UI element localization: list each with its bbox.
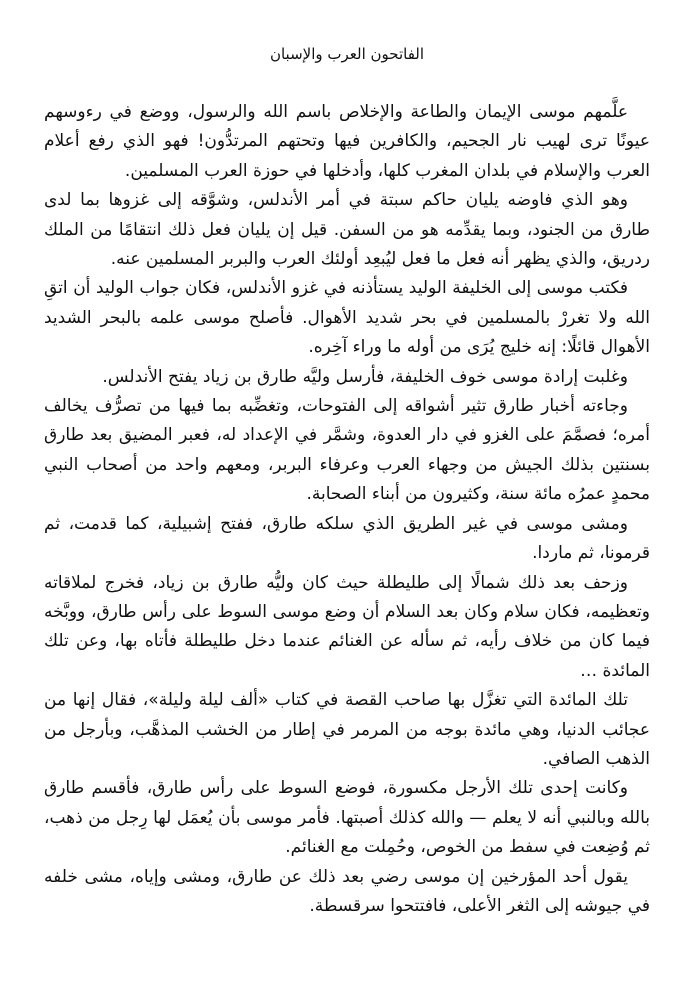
paragraph: تلك المائدة التي تغزَّل بها صاحب القصة في كتاب «ألف ليلة وليلة»، فقال إنها من عجائب الدنيا، وهي مائدة بوجه من المرمر في إطار من الخشب المذهَّب، وبأرجل من الذهب الصافي.	[44, 690, 650, 769]
paragraph: وزحف بعد ذلك شمالًا إلى طليطلة حيث كان وليُّه طارق بن زياد، فخرج لملاقاته وتعظيمه، فكان سلام وكان بعد السلام أن وضع موسى السوط على رأس طارق، ووبَّخه فيما كان من خلاف رأيه، ثم سأله عن الغنائم عندما دخل طليطلة فأتاه بها، وعن تلك المائدة …	[44, 572, 650, 681]
paragraph: وغلبت إرادة موسى خوف الخليفة، فأرسل وليَّه طارق بن زياد يفتح الأندلس.	[102, 366, 628, 387]
running-title: الفاتحون العرب والإسبان	[269, 45, 425, 63]
paragraph: ومشى موسى في غير الطريق الذي سلكه طارق، ففتح إشبيلية، كما قدمت، ثم قرمونا، ثم ماردا.	[44, 513, 650, 564]
paragraph: وجاءته أخبار طارق تثير أشواقه إلى الفتوحات، وتغضِّبه بما فيها من تصرُّف يخالف أمره؛ فصمَّمَ على الغزو في دار العدوة، وشمَّر في الإعداد له، فعبر المضيق بعد طارق بسنتين بذلك الجيش من وجهاء العرب وعرفاء البربر، ومعهم واحد من أصحاب النبي محمدٍ عمرُه مائة سنة، وكثيرون من أبناء الصحابة.	[44, 396, 650, 505]
paragraph: فكتب موسى إلى الخليفة الوليد يستأذنه في غزو الأندلس، فكان جواب الوليد أن اتقِ الله ولا تغررْ بالمسلمين في بحر شديد الأهوال. فأصلح موسى علمه بالبحر الشديد الأهوال قائلًا: إنه خليج يُرَى من أوله ما وراء آخِره.	[44, 278, 650, 358]
paragraph: يقول أحد المؤرخين إن موسى رضي بعد ذلك عن طارق، ومشى وإياه، مشى خلفه في جيوشه إلى الثغر الأعلى، فافتتحوا سرقسطة.	[44, 866, 650, 916]
paragraph: وهو الذي فاوضه يليان حاكم سبتة في أمر الأندلس، وشوَّقه إلى غزوها بما لدى طارق من الجنود، وبما يقدِّمه هو من السفن. قيل إن يليان فعل ذلك انتقامًا من الملك ردريق، والذي يظهر أنه فعل ما فعل ليُبعِد أولئك العرب والبربر المسلمين عنه.	[44, 190, 650, 270]
paragraph: وكانت إحدى تلك الأرجل مكسورة، فوضع السوط على رأس طارق، فأقسم طارق بالله وبالنبي أنه لا يعلم — والله كذلك أصبتها. فأمر موسى بأن يُعمَل لها رِجل من ذهب، ثم وُضِعت في سفط من الخوص، وحُمِلت مع الغنائم.	[44, 778, 650, 858]
page-body	[44, 98, 650, 921]
paragraph: علَّمهم موسى الإيمان والطاعة والإخلاص باسم الله والرسول، ووضع في رءوسهم عيونًا ترى لهيب نار الجحيم، والكافرين فيها وتحتهم المرتدُّون! فهو الذي رفع أعلام العرب والإسلام في بلدان المغرب كلها، وأدخلها في حوزة العرب المسلمين.	[44, 102, 650, 181]
